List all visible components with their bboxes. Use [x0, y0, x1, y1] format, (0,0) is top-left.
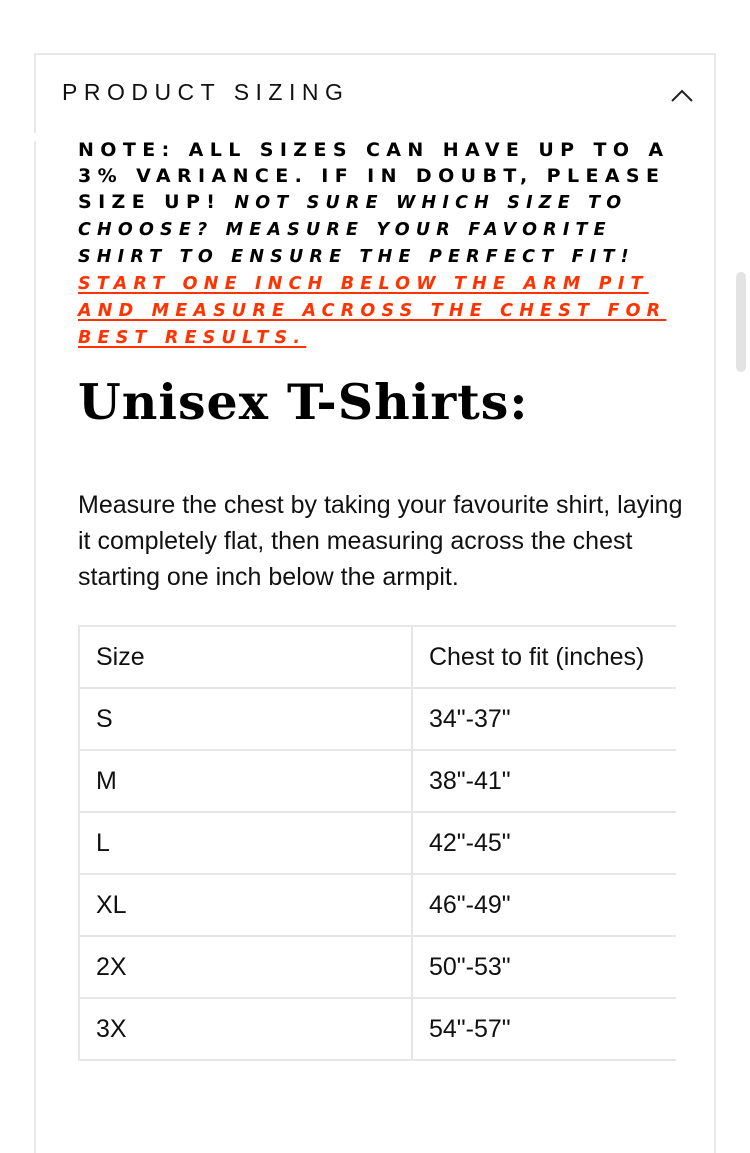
- table-cell-chest: 50"-53": [412, 936, 676, 998]
- table-cell-chest: 34"-37": [412, 688, 676, 750]
- table-cell-size: M: [79, 750, 412, 812]
- table-row: [79, 812, 676, 874]
- table-header-chest: Chest to fit (inches): [412, 626, 676, 688]
- table-cell-size: 2X: [79, 936, 412, 998]
- table-cell-size: XL: [79, 874, 412, 936]
- size-table-container[interactable]: [78, 625, 676, 1061]
- section-description: Measure the chest by taking your favourite shirt, laying it completely flat, then measuring across the chest starting one inch below the armpit.: [78, 491, 683, 591]
- size-table: [78, 625, 676, 1061]
- note-bold-text: NOTE: ALL SIZES CAN HAVE UP TO A 3% VARIANCE. IF IN DOUBT, PLEASE SIZE UP!: [78, 139, 670, 213]
- section-title: Unisex T-Shirts:: [78, 373, 529, 431]
- accordion-title: PRODUCT SIZING: [62, 79, 350, 105]
- page-scrollbar[interactable]: [736, 272, 746, 372]
- table-row: [79, 750, 676, 812]
- table-row: [79, 874, 676, 936]
- header-divider-gap: [34, 133, 37, 141]
- chevron-up-icon[interactable]: [670, 83, 694, 107]
- table-row: [79, 936, 676, 998]
- table-cell-size: 3X: [79, 998, 412, 1060]
- table-header-size: Size: [79, 626, 412, 688]
- table-row: [79, 688, 676, 750]
- table-cell-chest: 38"-41": [412, 750, 676, 812]
- table-cell-chest: 46"-49": [412, 874, 676, 936]
- accordion-header[interactable]: [36, 55, 714, 135]
- table-cell-chest: 54"-57": [412, 998, 676, 1060]
- note-italic-text: NOT SURE WHICH SIZE TO CHOOSE? MEASURE YOUR FAVORITE SHIRT TO ENSURE THE PERFECT FIT!: [78, 193, 635, 267]
- table-row: [79, 998, 676, 1060]
- table-cell-chest: 42"-45": [412, 812, 676, 874]
- table-cell-size: S: [79, 688, 412, 750]
- table-header-row: [79, 626, 676, 688]
- sizing-note: [78, 137, 678, 351]
- table-cell-size: L: [79, 812, 412, 874]
- note-highlight-link[interactable]: START ONE INCH BELOW THE ARM PIT AND MEASURE ACROSS THE CHEST FOR BEST RESULTS.: [78, 274, 667, 348]
- product-sizing-accordion: [34, 53, 716, 1153]
